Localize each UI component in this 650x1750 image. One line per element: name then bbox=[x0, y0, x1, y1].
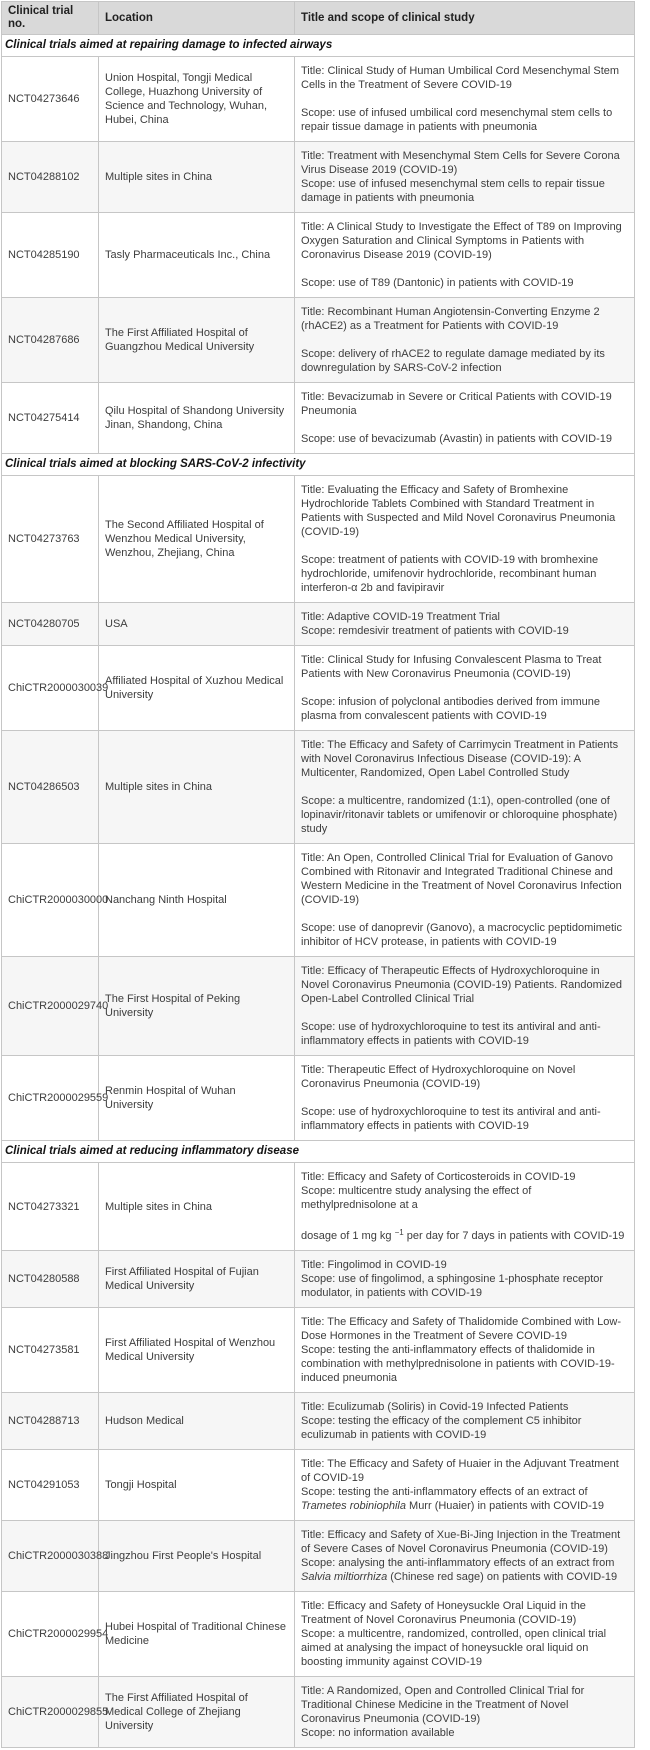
study-text: Title: A Randomized, Open and Controlled Clinical Trial for Traditional Chinese Medicine in the Treatment of Novel Coronavirus Pneumonia (COVID-19) bbox=[301, 1685, 585, 1725]
study-title-scope bbox=[295, 1677, 635, 1748]
trial-id: ChiCTR2000029855 bbox=[2, 1677, 99, 1748]
study-title bbox=[301, 738, 626, 780]
study-text: Trametes robiniophila bbox=[301, 1500, 406, 1512]
table-row bbox=[2, 1677, 635, 1748]
study-text: Scope: use of T89 (Dantonic) in patients with COVID-19 bbox=[301, 277, 574, 289]
trial-location: Union Hospital, Tongji Medical College, Huazhong University of Science and Technology, Wuhan, Hubei, China bbox=[99, 57, 295, 142]
study-scope bbox=[301, 432, 626, 446]
study-title-scope bbox=[295, 383, 635, 454]
table-row bbox=[2, 476, 635, 603]
table-row bbox=[2, 298, 635, 383]
trial-location: Jingzhou First People's Hospital bbox=[99, 1521, 295, 1592]
study-text: Title: Efficacy and Safety of Xue-Bi-Jing Injection in the Treatment of Severe Cases of Novel Coronavirus Pneumonia (COVID-19) bbox=[301, 1529, 621, 1555]
table-row bbox=[2, 57, 635, 142]
study-scope bbox=[301, 1627, 626, 1669]
study-text: −1 bbox=[394, 1228, 404, 1237]
study-title-scope bbox=[295, 1308, 635, 1393]
study-scope bbox=[301, 794, 626, 836]
study-text: Scope: use of infused umbilical cord mesenchymal stem cells to repair tissue damage in patients with pneumonia bbox=[301, 107, 613, 133]
study-scope bbox=[301, 106, 626, 134]
study-title bbox=[301, 1684, 626, 1726]
study-scope bbox=[301, 1556, 626, 1584]
trial-location: Multiple sites in China bbox=[99, 731, 295, 844]
study-text: Title: Adaptive COVID-19 Treatment Trial bbox=[301, 611, 500, 623]
section-header-row bbox=[2, 35, 635, 57]
study-title-scope bbox=[295, 646, 635, 731]
trial-location: Multiple sites in China bbox=[99, 142, 295, 213]
study-scope bbox=[301, 624, 626, 638]
study-title-scope bbox=[295, 213, 635, 298]
clinical-trials-table bbox=[1, 1, 635, 1748]
study-title bbox=[301, 1599, 626, 1627]
study-title bbox=[301, 64, 626, 92]
trial-id: NCT04273763 bbox=[2, 476, 99, 603]
study-text: Scope: no information available bbox=[301, 1727, 455, 1739]
study-scope bbox=[301, 1226, 626, 1243]
study-text: Title: Efficacy and Safety of Corticosteroids in COVID-19 bbox=[301, 1171, 576, 1183]
study-text: Scope: analysing the anti-inflammatory effects of an extract from bbox=[301, 1557, 615, 1569]
study-text: Murr (Huaier) in patients with COVID-19 bbox=[405, 1500, 605, 1512]
study-text: Title: An Open, Controlled Clinical Trial for Evaluation of Ganovo Combined with Ritonavir and Integrated Traditional Chinese and Western Medicine in the Treatment of Novel Coronavirus Infection (COVID-19) bbox=[301, 852, 622, 906]
study-scope bbox=[301, 177, 626, 205]
table-row bbox=[2, 1251, 635, 1308]
study-text: Scope: testing the efficacy of the complement C5 inhibitor eculizumab in patients with COVID-19 bbox=[301, 1415, 582, 1441]
header-row bbox=[2, 2, 635, 35]
trial-location: The First Affiliated Hospital of Guangzhou Medical University bbox=[99, 298, 295, 383]
table-row bbox=[2, 1308, 635, 1393]
trial-id: NCT04288713 bbox=[2, 1393, 99, 1450]
trial-location: Hubei Hospital of Traditional Chinese Medicine bbox=[99, 1592, 295, 1677]
table-row bbox=[2, 844, 635, 957]
study-scope bbox=[301, 1414, 626, 1442]
table-row bbox=[2, 142, 635, 213]
study-text: Title: Eculizumab (Soliris) in Covid-19 Infected Patients bbox=[301, 1401, 569, 1413]
study-scope bbox=[301, 1726, 626, 1740]
study-text: Title: Treatment with Mesenchymal Stem Cells for Severe Corona Virus Disease 2019 (COVID-19) bbox=[301, 150, 620, 176]
study-scope bbox=[301, 1272, 626, 1300]
section-label: Clinical trials aimed at repairing damage to infected airways bbox=[2, 35, 635, 57]
trial-location: Affiliated Hospital of Xuzhou Medical University bbox=[99, 646, 295, 731]
study-text: Title: Evaluating the Efficacy and Safety of Bromhexine Hydrochloride Tablets Combined with Standard Treatment in Patients with Suspected and Mild Novel Coronavirus Pneumonia (COVID-19) bbox=[301, 484, 616, 538]
study-text: per day for 7 days in patients with COVID-19 bbox=[403, 1230, 625, 1242]
study-title-scope bbox=[295, 731, 635, 844]
study-scope bbox=[301, 1343, 626, 1385]
study-text: Title: The Efficacy and Safety of Thalidomide Combined with Low-Dose Hormones in the Treatment of Severe COVID-19 bbox=[301, 1316, 621, 1342]
study-title bbox=[301, 851, 626, 907]
study-scope bbox=[301, 553, 626, 595]
study-title-scope bbox=[295, 1251, 635, 1308]
table-row bbox=[2, 1521, 635, 1592]
trial-location: The First Affiliated Hospital of Medical College of Zhejiang University bbox=[99, 1677, 295, 1748]
trial-id: NCT04291053 bbox=[2, 1450, 99, 1521]
trial-location: Tongji Hospital bbox=[99, 1450, 295, 1521]
study-title bbox=[301, 1063, 626, 1091]
study-text: Scope: use of hydroxychloroquine to test its antiviral and anti-inflammatory effects in patients with COVID-19 bbox=[301, 1021, 601, 1047]
table-row bbox=[2, 731, 635, 844]
study-title bbox=[301, 390, 626, 418]
study-text: Title: Efficacy and Safety of Honeysuckle Oral Liquid in the Treatment of Novel Coronavirus Pneumonia (COVID-19) bbox=[301, 1600, 586, 1626]
study-text: Scope: multicentre study analysing the effect of methylprednisolone at a bbox=[301, 1185, 532, 1211]
study-title-scope bbox=[295, 1592, 635, 1677]
trial-location: The First Hospital of Peking University bbox=[99, 957, 295, 1056]
study-title-scope bbox=[295, 1056, 635, 1141]
study-scope bbox=[301, 695, 626, 723]
study-title-scope bbox=[295, 1521, 635, 1592]
study-text: Title: The Efficacy and Safety of Huaier in the Adjuvant Treatment of COVID-19 bbox=[301, 1458, 619, 1484]
trial-id: NCT04288102 bbox=[2, 142, 99, 213]
table-row bbox=[2, 646, 635, 731]
section-label: Clinical trials aimed at reducing inflammatory disease bbox=[2, 1141, 635, 1163]
study-scope bbox=[301, 1485, 626, 1513]
study-scope bbox=[301, 347, 626, 375]
study-text: Title: A Clinical Study to Investigate the Effect of T89 on Improving Oxygen Saturation and Clinical Symptoms in Patients with Coronavirus Disease 2019 (COVID-19) bbox=[301, 221, 622, 261]
study-title bbox=[301, 1315, 626, 1343]
trial-id: NCT04286503 bbox=[2, 731, 99, 844]
section-label: Clinical trials aimed at blocking SARS-CoV-2 infectivity bbox=[2, 454, 635, 476]
trial-location: Multiple sites in China bbox=[99, 1163, 295, 1251]
trial-id: ChiCTR2000030388 bbox=[2, 1521, 99, 1592]
trial-location: The Second Affiliated Hospital of Wenzhou Medical University, Wenzhou, Zhejiang, China bbox=[99, 476, 295, 603]
study-title bbox=[301, 483, 626, 539]
trial-id: NCT04273581 bbox=[2, 1308, 99, 1393]
study-text: Title: Clinical Study of Human Umbilical Cord Mesenchymal Stem Cells in the Treatment of Severe COVID-19 bbox=[301, 65, 620, 91]
trial-id: ChiCTR2000029559 bbox=[2, 1056, 99, 1141]
study-title bbox=[301, 305, 626, 333]
study-text: Title: The Efficacy and Safety of Carrimycin Treatment in Patients with Novel Coronavirus Infectious Disease (COVID-19): A Multicenter, Randomized, Open Label Controlled Study bbox=[301, 739, 619, 779]
study-text: Salvia miltiorrhiza bbox=[301, 1571, 388, 1583]
study-scope bbox=[301, 1105, 626, 1133]
study-scope bbox=[301, 1020, 626, 1048]
trial-location: Tasly Pharmaceuticals Inc., China bbox=[99, 213, 295, 298]
study-text: Scope: use of hydroxychloroquine to test its antiviral and anti-inflammatory effects in patients with COVID-19 bbox=[301, 1106, 601, 1132]
trial-location: Hudson Medical bbox=[99, 1393, 295, 1450]
study-text: Scope: use of bevacizumab (Avastin) in patients with COVID-19 bbox=[301, 433, 613, 445]
study-title-scope bbox=[295, 603, 635, 646]
study-text: Scope: treatment of patients with COVID-19 with bromhexine hydrochloride, umifenovir hydrochloride, recombinant human interferon-α 2b and favipiravir bbox=[301, 554, 599, 594]
study-text: Scope: use of infused mesenchymal stem cells to repair tissue damage in patients with pneumonia bbox=[301, 178, 605, 204]
study-title bbox=[301, 1258, 626, 1272]
trial-id: NCT04285190 bbox=[2, 213, 99, 298]
trial-location: First Affiliated Hospital of Fujian Medical University bbox=[99, 1251, 295, 1308]
table-row bbox=[2, 1393, 635, 1450]
study-title-scope bbox=[295, 1450, 635, 1521]
trial-location: USA bbox=[99, 603, 295, 646]
study-title bbox=[301, 1457, 626, 1485]
study-title bbox=[301, 149, 626, 177]
study-title-scope bbox=[295, 1393, 635, 1450]
study-text: Title: Bevacizumab in Severe or Critical Patients with COVID-19 Pneumonia bbox=[301, 391, 612, 417]
study-text: Scope: use of danoprevir (Ganovo), a macrocyclic peptidomimetic inhibitor of HCV protease, in patients with COVID-19 bbox=[301, 922, 622, 948]
study-text: Title: Fingolimod in COVID-19 bbox=[301, 1259, 447, 1271]
study-title-scope bbox=[295, 57, 635, 142]
trial-location: Qilu Hospital of Shandong University Jinan, Shandong, China bbox=[99, 383, 295, 454]
study-title bbox=[301, 964, 626, 1006]
column-header: Clinical trial no. bbox=[2, 2, 99, 35]
trial-id: NCT04280705 bbox=[2, 603, 99, 646]
trial-id: ChiCTR2000029740 bbox=[2, 957, 99, 1056]
study-text: Scope: remdesivir treatment of patients with COVID-19 bbox=[301, 625, 569, 637]
trial-location: Nanchang Ninth Hospital bbox=[99, 844, 295, 957]
study-title bbox=[301, 1170, 626, 1184]
trial-id: NCT04280588 bbox=[2, 1251, 99, 1308]
section-header-row bbox=[2, 1141, 635, 1163]
study-text: Scope: a multicentre, randomized (1:1), open-controlled (one of lopinavir/ritonavir tablets or umifenovir or chloroquine phosphate) study bbox=[301, 795, 618, 835]
study-title bbox=[301, 220, 626, 262]
study-text: Title: Efficacy of Therapeutic Effects of Hydroxychloroquine in Novel Coronavirus Pneumonia (COVID-19) Patients. Randomized Open-Label Controlled Clinical Trial bbox=[301, 965, 622, 1005]
study-text: Scope: use of fingolimod, a sphingosine 1-phosphate receptor modulator, in patients with COVID-19 bbox=[301, 1273, 604, 1299]
table-row bbox=[2, 957, 635, 1056]
study-text: Title: Clinical Study for Infusing Convalescent Plasma to Treat Patients with New Coronavirus Pneumonia (COVID-19) bbox=[301, 654, 602, 680]
study-text: Scope: delivery of rhACE2 to regulate damage mediated by its downregulation by SARS-CoV-2 infection bbox=[301, 348, 605, 374]
study-text: Scope: testing the anti-inflammatory effects of an extract of bbox=[301, 1486, 588, 1498]
study-title-scope bbox=[295, 298, 635, 383]
study-title-scope bbox=[295, 844, 635, 957]
study-title bbox=[301, 610, 626, 624]
study-text: dosage of 1 mg kg bbox=[301, 1230, 395, 1242]
table-row bbox=[2, 1163, 635, 1251]
study-scope bbox=[301, 276, 626, 290]
study-text: Title: Recombinant Human Angiotensin-Converting Enzyme 2 (rhACE2) as a Treatment for Patients with COVID-19 bbox=[301, 306, 600, 332]
trial-location: Renmin Hospital of Wuhan University bbox=[99, 1056, 295, 1141]
table-row bbox=[2, 603, 635, 646]
table-row bbox=[2, 1056, 635, 1141]
trial-id: ChiCTR2000030000 bbox=[2, 844, 99, 957]
table-row bbox=[2, 383, 635, 454]
column-header: Location bbox=[99, 2, 295, 35]
trial-id: NCT04273646 bbox=[2, 57, 99, 142]
study-text: Title: Therapeutic Effect of Hydroxychloroquine on Novel Coronavirus Pneumonia (COVID-19) bbox=[301, 1064, 576, 1090]
trial-id: ChiCTR2000029954 bbox=[2, 1592, 99, 1677]
study-text: Scope: infusion of polyclonal antibodies derived from immune plasma from convalescent patients with COVID-19 bbox=[301, 696, 600, 722]
study-title-scope bbox=[295, 1163, 635, 1251]
study-title-scope bbox=[295, 142, 635, 213]
study-title bbox=[301, 1400, 626, 1414]
section-header-row bbox=[2, 454, 635, 476]
table-row bbox=[2, 213, 635, 298]
study-text: (Chinese red sage) on patients with COVID-19 bbox=[387, 1571, 618, 1583]
study-scope bbox=[301, 921, 626, 949]
trial-id: NCT04273321 bbox=[2, 1163, 99, 1251]
trial-id: NCT04287686 bbox=[2, 298, 99, 383]
study-title-scope bbox=[295, 957, 635, 1056]
column-header: Title and scope of clinical study bbox=[295, 2, 635, 35]
study-scope bbox=[301, 1184, 626, 1212]
study-title bbox=[301, 1528, 626, 1556]
study-text: Scope: testing the anti-inflammatory effects of thalidomide in combination with methylprednisolone in patients with COVID-19-induced pneumonia bbox=[301, 1344, 615, 1384]
table-row bbox=[2, 1592, 635, 1677]
study-title bbox=[301, 653, 626, 681]
table-row bbox=[2, 1450, 635, 1521]
study-text: Scope: a multicentre, randomized, controlled, open clinical trial aimed at analysing the impact of honeysuckle oral liquid on boosting immunity against COVID-19 bbox=[301, 1628, 607, 1668]
trial-id: ChiCTR2000030039 bbox=[2, 646, 99, 731]
trial-location: First Affiliated Hospital of Wenzhou Medical University bbox=[99, 1308, 295, 1393]
trial-id: NCT04275414 bbox=[2, 383, 99, 454]
study-title-scope bbox=[295, 476, 635, 603]
